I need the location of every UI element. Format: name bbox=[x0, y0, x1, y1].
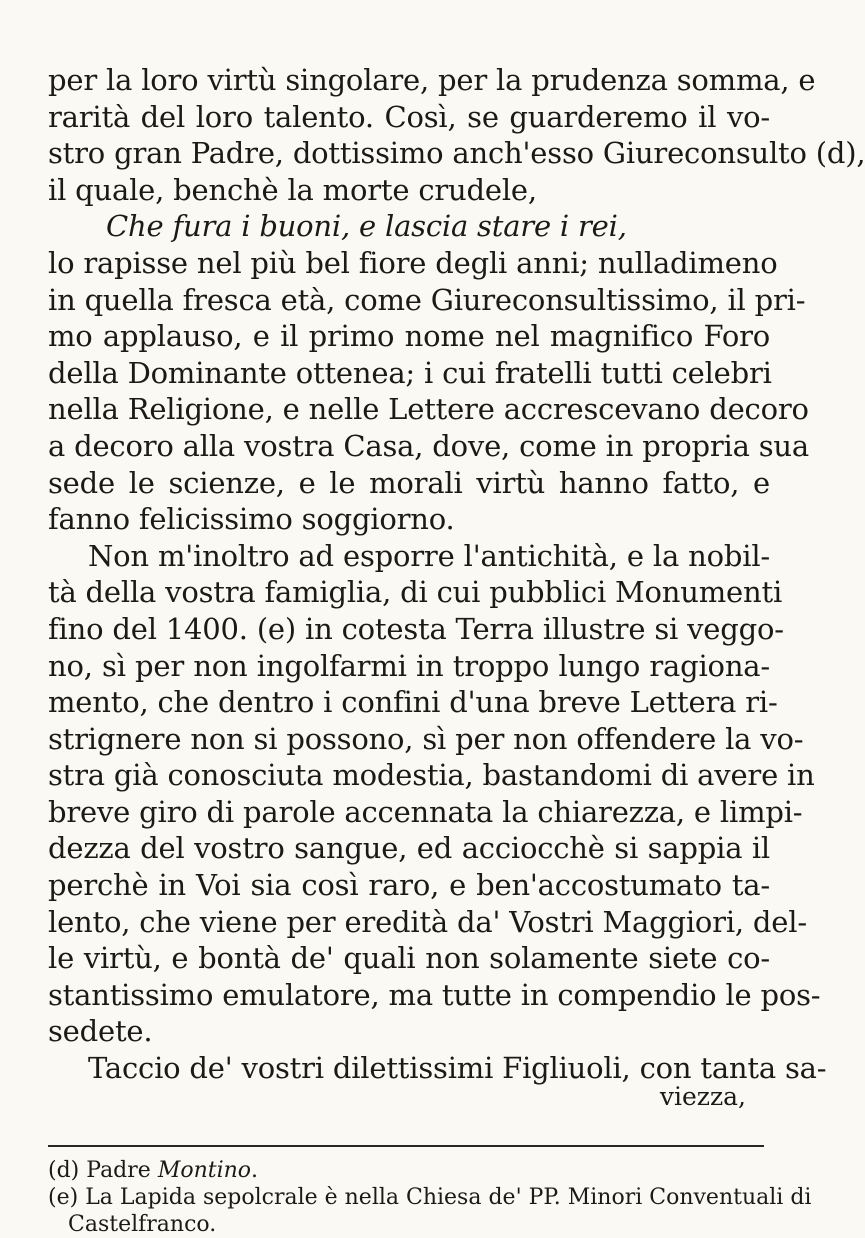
footnotes bbox=[48, 1157, 812, 1238]
document-page bbox=[48, 62, 865, 1237]
text-line: perchè in Voi sia così raro, e ben'accostumato ta- bbox=[48, 868, 770, 903]
text-line: sede le scienze, e le morali virtù hanno fatto, e bbox=[48, 465, 770, 500]
text-line: sedete. bbox=[48, 1014, 153, 1049]
text-line: breve giro di parole accennata la chiarezza, e limpi- bbox=[48, 794, 803, 829]
body-text bbox=[48, 62, 865, 1111]
text-line: dezza del vostro sangue, ed acciocchè si sappia il bbox=[48, 831, 770, 866]
text-line: le virtù, e bontà de' quali non solamente siete co- bbox=[48, 941, 770, 976]
text-line: rarità del loro talento. Così, se guarderemo il vo- bbox=[48, 99, 770, 134]
text-line: per la loro virtù singolare, per la prudenza somma, e bbox=[48, 63, 816, 97]
text-line: stro gran Padre, dottissimo anch'esso Giureconsulto (d), bbox=[48, 136, 865, 171]
text-line: in quella fresca età, come Giureconsultissimo, il pri- bbox=[48, 282, 806, 317]
footnote-e bbox=[48, 1184, 812, 1211]
footnote-e-mark: (e) bbox=[48, 1184, 79, 1210]
text-line: lento, che viene per eredità da' Vostri Maggiori, del- bbox=[48, 904, 807, 939]
text-line: a decoro alla vostra Casa, dove, come in propria sua bbox=[48, 428, 809, 463]
footnote-d-mark: (d) bbox=[48, 1157, 80, 1183]
verse-quote: Che fura i buoni, e lascia stare i rei, bbox=[106, 209, 627, 244]
footnote-d-end: . bbox=[251, 1157, 259, 1183]
footnote-e-text: La Lapida sepolcrale è nella Chiesa de' PP. Minori Conventuali di bbox=[85, 1184, 812, 1210]
text-line: no, sì per non ingolfarmi in troppo lungo ragiona- bbox=[48, 648, 770, 683]
paragraph-start-line: Taccio de' vostri dilettissimi Figliuoli, con tanta sa- bbox=[88, 1051, 827, 1086]
text-line: della Dominante ottenea; i cui fratelli tutti celebri bbox=[48, 355, 772, 390]
text-line: mento, che dentro i confini d'una breve Lettera ri- bbox=[48, 685, 778, 720]
footnote-d-name: Montino bbox=[157, 1157, 252, 1183]
catchword: viezza, bbox=[659, 1081, 746, 1111]
text-line: stantissimo emulatore, ma tutte in compendio le pos- bbox=[48, 977, 821, 1012]
text-line: nella Religione, e nelle Lettere accrescevano decoro bbox=[48, 392, 809, 427]
text-line: lo rapisse nel più bel fiore degli anni; nulladimeno bbox=[48, 245, 778, 280]
paragraph-start-line: Non m'inoltro ad esporre l'antichità, e la nobil- bbox=[88, 538, 770, 573]
text-line: stra già conosciuta modestia, bastandomi di avere in bbox=[48, 758, 815, 793]
text-line: tà della vostra famiglia, di cui pubblici Monumenti bbox=[48, 575, 783, 610]
footnote-d bbox=[48, 1157, 770, 1184]
text-line: il quale, benchè la morte crudele, bbox=[48, 172, 537, 207]
footnote-e-continuation: Castelfranco. bbox=[68, 1211, 217, 1237]
footnote-d-lead: Padre bbox=[86, 1157, 151, 1183]
footnote-rule bbox=[48, 1145, 764, 1147]
text-line: fanno felicissimo soggiorno. bbox=[48, 502, 455, 537]
text-line: mo applauso, e il primo nome nel magnifico Foro bbox=[48, 319, 770, 354]
text-line: fino del 1400. (e) in cotesta Terra illustre si veggo- bbox=[48, 611, 784, 646]
text-line: strignere non si possono, sì per non offendere la vo- bbox=[48, 721, 804, 756]
